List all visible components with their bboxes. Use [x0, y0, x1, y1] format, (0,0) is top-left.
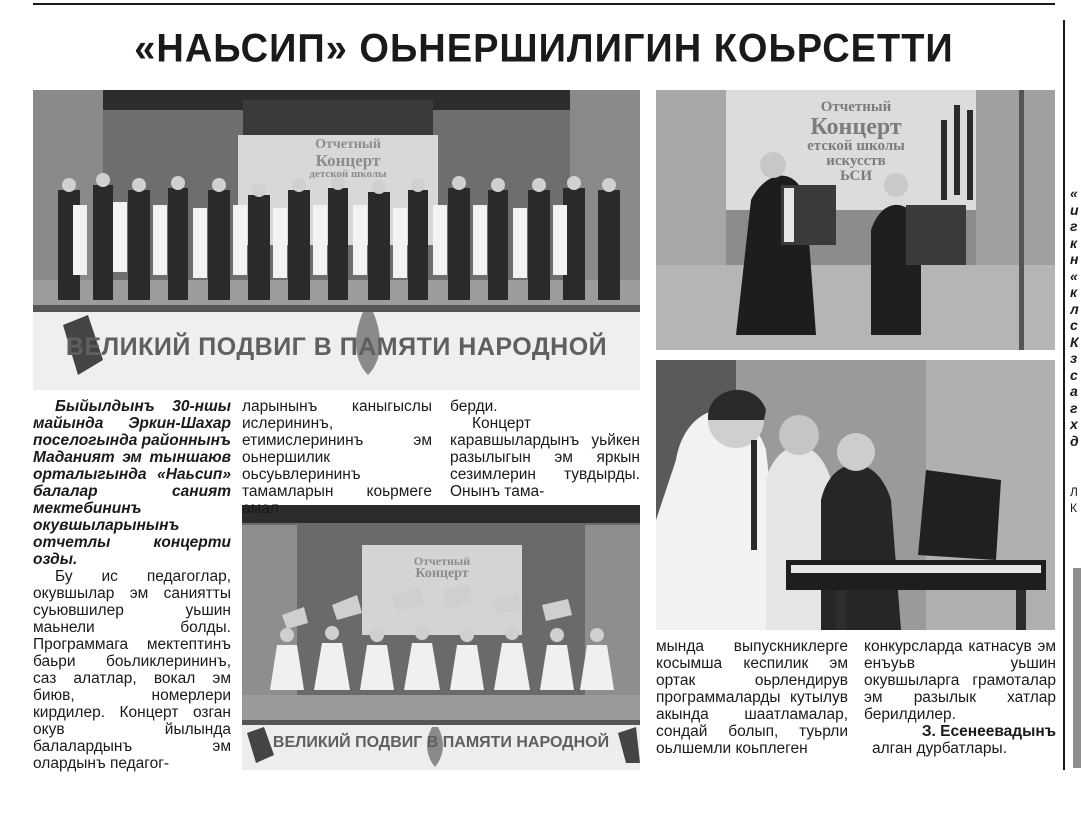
signature: З. Есенеевадынъ — [921, 723, 1056, 740]
article-paragraph: берди. — [450, 398, 498, 415]
clipped-neighbor-photo — [1073, 568, 1081, 768]
article-lead: Быйылдынъ 30-ншы майында Эркин-Шахар поселогында районнынъ Маданият эм тыншаюв орталыгында «Наьсип» балалар саният мектебининъ окувшыларынынъ отчетлы концерти озды. — [33, 398, 231, 568]
stage-banner-text: ВЕЛИКИЙ ПОДВИГ В ПАМЯТИ НАРОДНОЙ — [272, 734, 610, 751]
article-column-2 — [242, 398, 432, 517]
article-column-5 — [864, 638, 1056, 757]
article-column-1 — [33, 398, 231, 772]
article-paragraph: Концерт каравшылардынъ уьйкен разылыгын эм яркын сезимлерин тувдырды. Онынъ тама- — [450, 415, 640, 500]
article-paragraph: Бу ис педагоглар, окувшылар эм саниятты суьювшилер уьшин маьнели болды. Программага мектептинъ баьри боьликлерининъ, саз алатлар, вокал эм биюв, номерлери кирдилер. Концерт озган окув йылында балалардынъ эм олардынъ педагог- — [33, 568, 231, 772]
article-column-3 — [450, 398, 640, 500]
photo-piano-players — [656, 360, 1055, 630]
article-column-4 — [656, 638, 848, 757]
photo-dancers-with-flags — [242, 505, 640, 770]
article-paragraph: ларынынъ каныгыслы ислерининъ, етимислерининъ эм оьнершилик оьсуьвлерининъ тамамларын коьрмеге амал — [242, 398, 432, 517]
stage-screen-text: Отчетный Концерт етской школы искусств ЬСИ — [807, 99, 905, 184]
stage-screen-text: Отчетный Концерт — [413, 554, 471, 581]
column-divider — [1063, 20, 1065, 770]
clipped-neighbor-text: Л К — [1070, 485, 1078, 515]
photo-group-on-stage — [33, 90, 640, 390]
top-rule — [33, 3, 1055, 5]
article-paragraph: мында выпускниклерге косымша кеспилик эм ортак оьрлендирув программаларды кутылув акында шаатламалар, сондай болып, туьрли оьлшемли коьплеген — [656, 638, 848, 757]
headline: «НАЬСИП» ОЬНЕРШИЛИГИН КОЬРСЕТТИ — [134, 26, 954, 72]
stage-screen-text: Отчетный Концерт детской школы — [309, 137, 387, 180]
article-paragraph: конкурсларда катнасув эм енъуьв уьшин окувшыларга грамоталар эм разылык хатлар берилдилер. — [864, 638, 1056, 723]
stage-banner-text: ВЕЛИКИЙ ПОДВИГ В ПАМЯТИ НАРОДНОЙ — [65, 333, 608, 361]
clipped-neighbor-column: « и г к н « к л с К з с а г х д — [1070, 185, 1079, 449]
photo-credit: алган дурбатлары. — [872, 740, 1007, 757]
photo-accordion-players — [656, 90, 1055, 350]
